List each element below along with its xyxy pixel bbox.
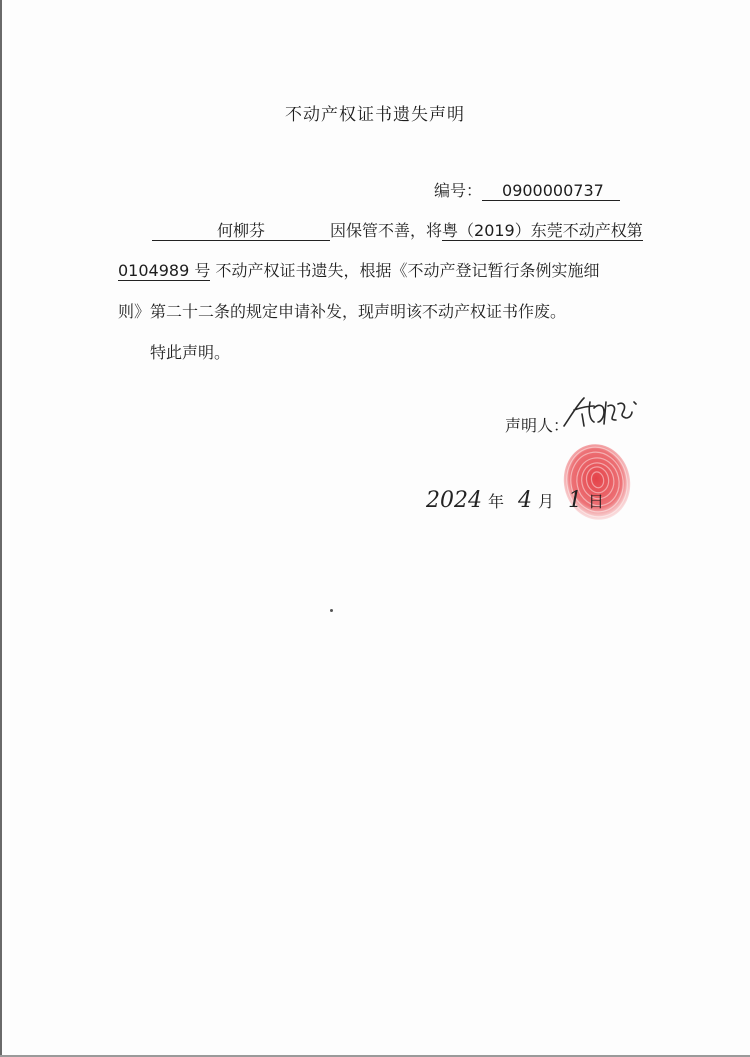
paragraph-line-3: 则》第二十二条的规定申请补发，现声明该不动产权证书作废。 xyxy=(118,302,567,321)
date-month-unit: 月 xyxy=(538,492,555,511)
declarant-label: 声明人： xyxy=(505,416,570,435)
date-year-unit: 年 xyxy=(488,492,505,511)
document-title: 不动产权证书遗失声明 xyxy=(285,105,465,125)
owner-name: 何柳芬 xyxy=(152,222,330,241)
signing-date xyxy=(426,488,618,513)
certificate-number-part1: 粤（2019）东莞不动产权第 xyxy=(442,221,643,240)
scan-edge-left xyxy=(0,0,2,1057)
number-value: 0900000737 xyxy=(482,182,620,201)
closing-statement: 特此声明。 xyxy=(150,343,231,362)
paragraph-line-2 xyxy=(118,258,648,281)
handwritten-signature xyxy=(560,392,640,432)
date-year: 2024 xyxy=(426,488,482,513)
line2-text: 不动产权证书遗失，根据《不动产登记暂行条例实施细 xyxy=(215,261,600,280)
date-day: 1 xyxy=(568,488,583,513)
number-label: 编号： xyxy=(434,181,483,200)
scan-speck xyxy=(330,609,333,612)
date-month: 4 xyxy=(518,488,533,513)
date-day-unit: 日 xyxy=(588,492,605,511)
line1-text: 因保管不善，将 xyxy=(330,221,443,240)
certificate-number-part2: 0104989 号 xyxy=(118,261,211,280)
document-number xyxy=(434,178,620,201)
paragraph-line-1 xyxy=(112,218,642,241)
